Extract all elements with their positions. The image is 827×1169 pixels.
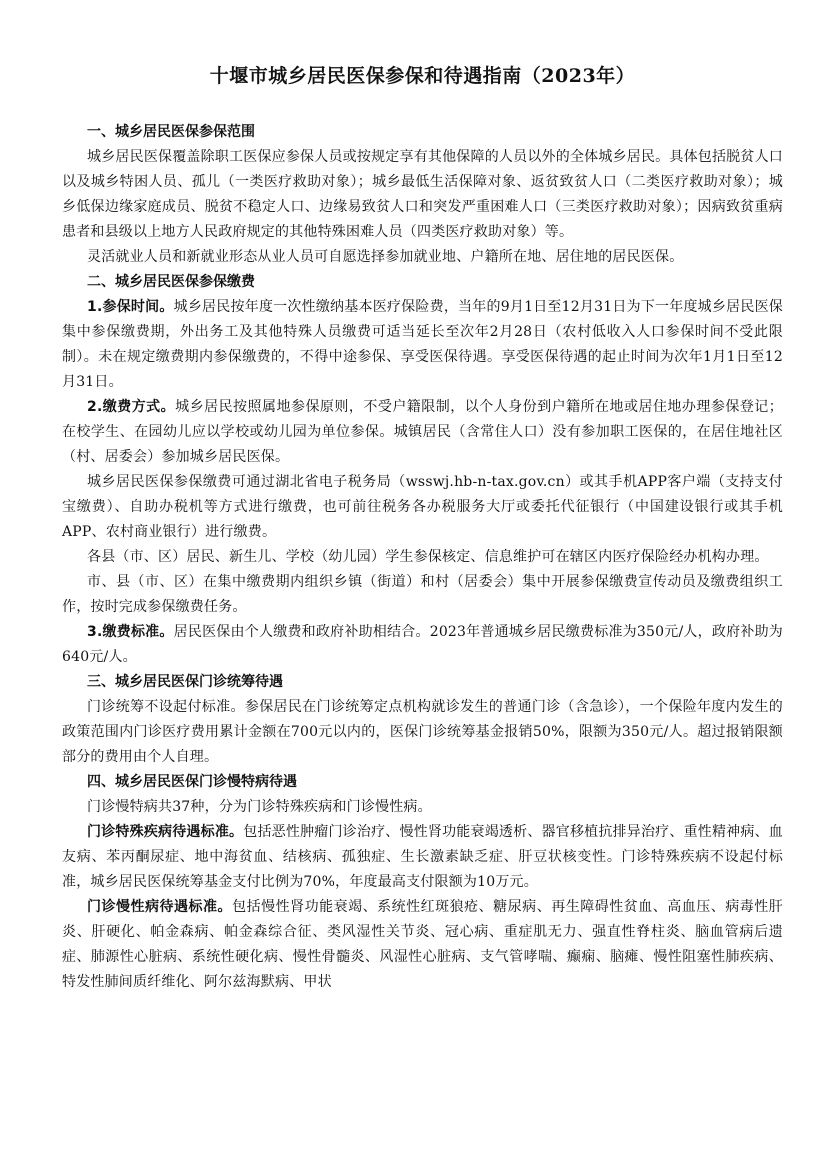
paragraph-lead: 门诊特殊疾病待遇标准。 [87, 824, 244, 840]
paragraph-payment-method [62, 395, 783, 470]
paragraph-chronic-count: 门诊慢特病共37种，分为门诊特殊疾病和门诊慢性病。 [87, 799, 432, 815]
page-title: 十堰市城乡居民医保参保和待遇指南（2023年） [209, 65, 636, 87]
paragraph-scope-coverage: 城乡居民医保覆盖除职工医保应参保人员或按规定享有其他保障的人员以外的全体城乡居民。具体包括脱贫人口以及城乡特困人员、孤儿（一类医疗救助对象）；城乡最低生活保障对象、返贫致贫人口（二类医疗救助对象）；城乡低保边缘家庭成员、脱贫不稳定人口、边缘易致贫人口和突发严重困难人口（三类医疗救助对象）；因病致贫重病患者和县级以上地方人民政府规定的其他特殊困难人员（四类医疗救助对象）等。 [62, 149, 783, 240]
section-heading-outpatient: 三、城乡居民医保门诊统筹待遇 [87, 674, 283, 690]
paragraph-chronic-diseases [62, 895, 783, 995]
paragraph-body: 包括恶性肿瘤门诊治疗、慢性肾功能衰竭透析、器官移植抗排异治疗、重性精神病、血友病、苯丙酮尿症、地中海贫血、结核病、孤独症、生长激素缺乏症、肝豆状核变性。门诊特殊疾病不设起付标准，城乡居民医保统筹基金支付比例为70%，年度最高支付限额为10万元。 [62, 824, 783, 890]
section-heading-scope: 一、城乡居民医保参保范围 [87, 124, 255, 140]
paragraph-lead: 门诊慢性病待遇标准。 [87, 899, 233, 915]
paragraph-enrollment-time [62, 295, 783, 395]
paragraph-lead: 2.缴费方式。 [87, 399, 176, 415]
paragraph-body: 包括慢性肾功能衰竭、系统性红斑狼疮、糖尿病、再生障碍性贫血、高血压、病毒性肝炎、肝硬化、帕金森病、帕金森综合征、类风湿性关节炎、冠心病、重症肌无力、强直性脊柱炎、脑血管病后遗症、肺源性心脏病、系统性硬化病、慢性骨髓炎、风湿性心脏病、支气管哮喘、癫痫、脑瘫、慢性阻塞性肺疾病、特发性肺间质纤维化、阿尔兹海默病、甲状 [62, 899, 783, 990]
paragraph-body: 城乡居民按照属地参保原则，不受户籍限制，以个人身份到户籍所在地或居住地办理参保登记；在校学生、在园幼儿应以学校或幼儿园为单位参保。城镇居民（含常住人口）没有参加职工医保的，在居住地社区（村、居委会）参加城乡居民医保。 [62, 399, 783, 465]
paragraph-payment-channels: 城乡居民医保参保缴费可通过湖北省电子税务局（wsswj.hb-n-tax.gov.cn）或其手机APP客户端（支持支付宝缴费）、自助办税机等方式进行缴费，也可前往税务各办税服务大厅或委托代征银行（中国建设银行或其手机APP、农村商业银行）进行缴费。 [62, 474, 783, 540]
paragraph-payment-standard [62, 620, 783, 670]
paragraph-special-diseases [62, 820, 783, 895]
section-heading-payment: 二、城乡居民医保参保缴费 [87, 274, 255, 290]
paragraph-body: 城乡居民按年度一次性缴纳基本医疗保险费，当年的9月1日至12月31日为下一年度城乡居民医保集中参保缴费期，外出务工及其他特殊人员缴费可适当延长至次年2月28日（农村低收入人口参保时间不受此限制）。未在规定缴费期内参保缴费的，不得中途参保、享受医保待遇。享受医保待遇的起止时间为次年1月1日至12月31日。 [62, 299, 783, 390]
paragraph-organization: 市、县（市、区）在集中缴费期内组织乡镇（街道）和村（居委会）集中开展参保缴费宣传动员及缴费组织工作，按时完成参保缴费任务。 [62, 574, 783, 615]
paragraph-lead: 1.参保时间。 [87, 299, 174, 315]
paragraph-outpatient-pooling: 门诊统筹不设起付标准。参保居民在门诊统筹定点机构就诊发生的普通门诊（含急诊），一个保险年度内发生的政策范围内门诊医疗费用累计金额在700元以内的，医保门诊统筹基金报销50%，限额为350元/人。超过报销限额部分的费用由个人自理。 [62, 699, 783, 765]
paragraph-body: 居民医保由个人缴费和政府补助相结合。2023年普通城乡居民缴费标准为350元/人，政府补助为640元/人。 [62, 624, 783, 665]
section-heading-chronic: 四、城乡居民医保门诊慢特病待遇 [87, 774, 297, 790]
paragraph-flexible-employment: 灵活就业人员和新就业形态从业人员可自愿选择参加就业地、户籍所在地、居住地的居民医保。 [87, 249, 684, 265]
paragraph-lead: 3.缴费标准。 [87, 624, 174, 640]
paragraph-info-maintenance: 各县（市、区）居民、新生儿、学校（幼儿园）学生参保核定、信息维护可在辖区内医疗保险经办机构办理。 [87, 549, 769, 565]
